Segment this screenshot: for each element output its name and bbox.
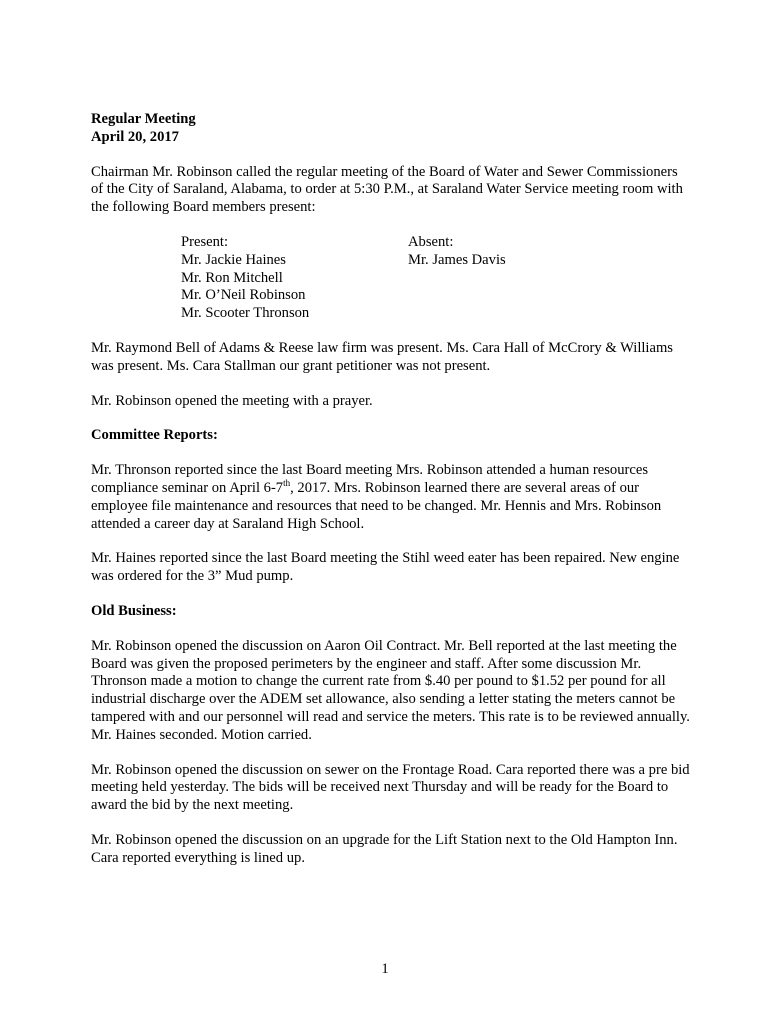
old-business-heading: Old Business:	[91, 602, 177, 619]
document-body	[91, 111, 691, 868]
committee-reports-heading: Committee Reports:	[91, 427, 218, 444]
old-business-item: Mr. Robinson opened the discussion on Aaron Oil Contract. Mr. Bell reported at the last meeting the Board was given the proposed perimeters by the engineer and staff. After some discussion Mr. Thronson made a motion to change the current rate from $.40 per pound to $1.52 per pound for all industrial discharge over the ADEM set allowance, also sending a letter stating the meters cannot be tampered with and our personnel will read and service the meters. This rate is to be reviewed annually. Mr. Haines seconded. Motion carried.	[91, 637, 690, 743]
old-business-item: Mr. Robinson opened the discussion on an upgrade for the Lift Station next to the Old Hampton Inn. Cara reported everything is lined up.	[91, 831, 678, 866]
page-number: 1	[381, 961, 389, 977]
thronson-report	[91, 462, 691, 533]
meeting-date: April 20, 2017	[91, 128, 179, 145]
present-member: Mr. O’Neil Robinson	[181, 287, 306, 304]
haines-report: Mr. Haines reported since the last Board meeting the Stihl weed eater has been repaired. New engine was ordered for the 3” Mud pump.	[91, 550, 680, 585]
absent-column	[408, 234, 608, 323]
present-member: Mr. Scooter Thronson	[181, 305, 310, 322]
absent-label: Absent:	[408, 233, 454, 250]
old-business-item: Mr. Robinson opened the discussion on sewer on the Frontage Road. Cara reported there was a pre bid meeting held yesterday. The bids will be received next Thursday and will be ready for the Board to award the bid by the next meeting.	[91, 761, 690, 814]
present-member: Mr. Jackie Haines	[181, 251, 286, 268]
ordinal-suffix: th	[283, 477, 291, 488]
present-member: Mr. Ron Mitchell	[181, 269, 283, 286]
thronson-report-text: Mr. Thronson reported since the last Board meeting Mrs. Robinson attended a human resources compliance seminar on April 6-7	[91, 462, 649, 496]
absent-member: Mr. James Davis	[408, 251, 506, 268]
prayer-paragraph: Mr. Robinson opened the meeting with a prayer.	[91, 392, 373, 409]
present-column	[181, 234, 408, 323]
attendance-list	[181, 234, 691, 323]
intro-paragraph: Chairman Mr. Robinson called the regular meeting of the Board of Water and Sewer Commissioners of the City of Saraland, Alabama, to order at 5:30 P.M., at Saraland Water Service meeting room with the following Board members present:	[91, 163, 683, 216]
meeting-title: Regular Meeting	[91, 111, 196, 127]
guests-paragraph: Mr. Raymond Bell of Adams & Reese law firm was present. Ms. Cara Hall of McCrory & Williams was present. Ms. Cara Stallman our grant petitioner was not present.	[91, 339, 673, 374]
present-label: Present:	[181, 233, 229, 250]
thronson-report-text-cont: , 2017. Mrs. Robinson learned there are several areas of our employee file maintenance and resources that need to be changed. Mr. Hennis and Mrs. Robinson attended a career day at Saraland High School.	[91, 479, 662, 532]
